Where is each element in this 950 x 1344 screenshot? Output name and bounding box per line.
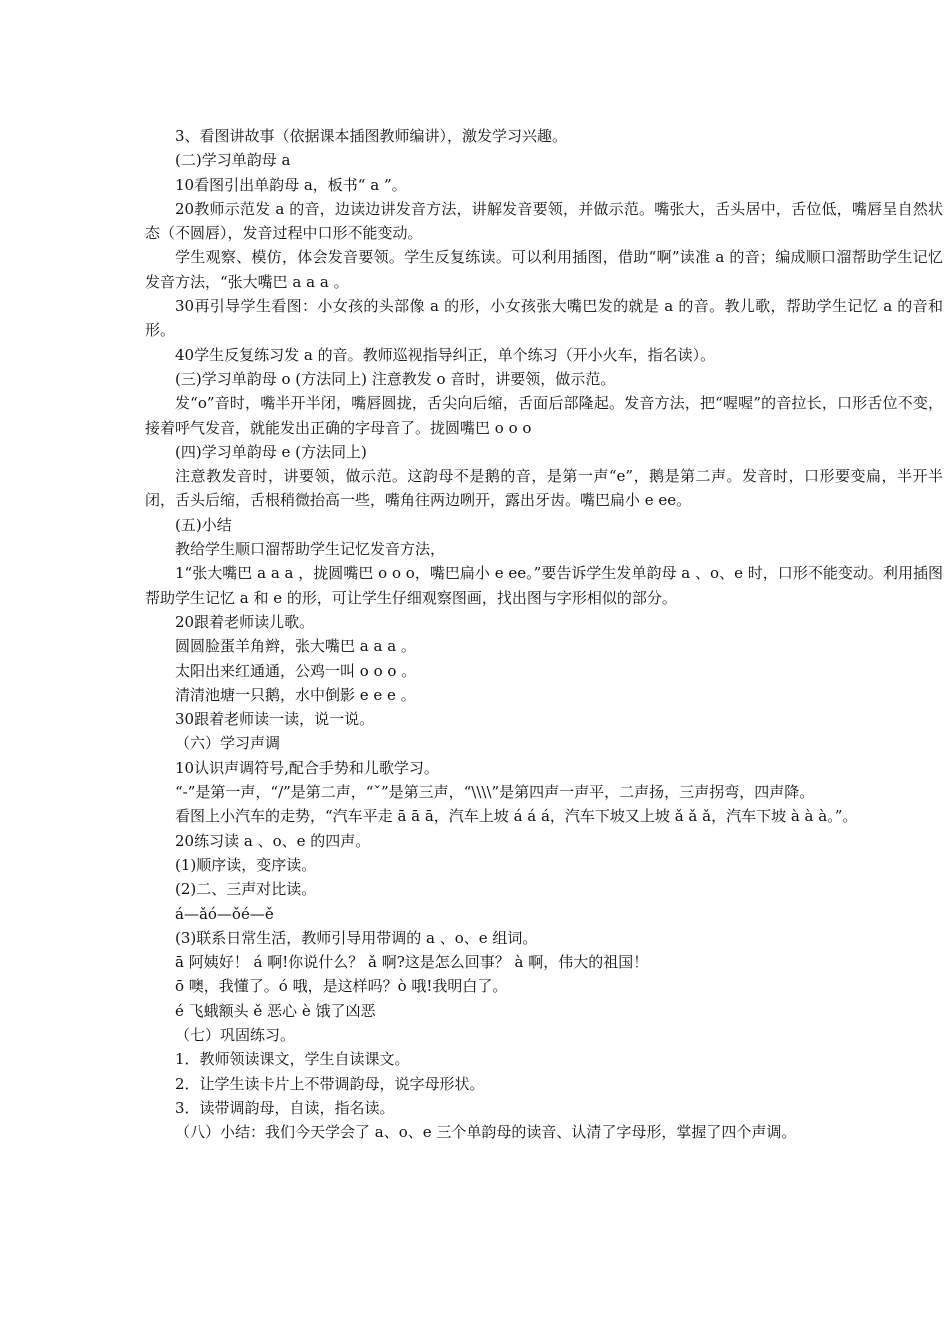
section-heading: （六）学习声调 (175, 734, 281, 753)
list-item: 3．读带调韵母，自读，指名读。 (175, 1098, 395, 1117)
rhyme-line: 圆圆脸蛋羊角辫，张大嘴巴 a a a 。 (175, 637, 416, 656)
list-item: (2)二、三声对比读。 (175, 880, 317, 899)
paragraph: 1“张大嘴巴 a a a ，拢圆嘴巴 o o o，嘴巴扁小 e ee。”要告诉学生发单韵母 a 、o、e 时，口形不能变动。利用插图帮助学生记忆 a 和 e 的形，可让学生仔细观察图画，找出图与字形相似的部分。 (145, 564, 943, 607)
paragraph: 注意教发音时，讲要领，做示范。这韵母不是鹅的音，是第一声“e”，鹅是第二声。发音时，口形要变扁，半开半闭，舌头后缩，舌根稍微抬高一些，嘴角往两边咧开，露出牙齿。嘴巴扁小 e ee。 (145, 467, 943, 510)
section-heading: （七）巩固练习。 (175, 1025, 296, 1044)
rhyme-line: 太阳出来红通通，公鸡一叫 o o o 。 (175, 661, 417, 680)
list-item: (1)顺序读，变序读。 (175, 855, 317, 874)
list-item: 1．教师领读课文，学生自读课文。 (175, 1050, 410, 1069)
section-heading: (三)学习单韵母 o (方法同上) 注意教发 o 音时，讲要领，做示范。 (175, 369, 616, 388)
section-heading: (二)学习单韵母 a (175, 151, 291, 170)
paragraph: 学生观察、模仿，体会发音要领。学生反复练读。可以利用插图，借助“啊”读准 a 的音；编成顺口溜帮助学生记忆发音方法，“张大嘴巴 a a a 。 (145, 248, 943, 291)
paragraph: 20教师示范发 a 的音，边读边讲发音方法，讲解发音要领，并做示范。嘴张大，舌头居中，舌位低，嘴唇呈自然状态（不圆唇），发音过程中口形不能变动。 (145, 199, 943, 243)
document-body (145, 124, 943, 1144)
paragraph: 3、看图讲故事（依据课本插图教师编讲），激发学习兴趣。 (175, 127, 568, 145)
paragraph: 看图上小汽车的走势，“汽车平走 ā ā ā，汽车上坡 á á á，汽车下坡又上坡 ǎ ǎ ǎ，汽车下坡 à à à。”。 (175, 807, 858, 826)
section-heading: (四)学习单韵母 e (方法同上) (175, 442, 367, 461)
paragraph: 30跟着老师读一读，说一说。 (175, 710, 375, 729)
example-line: é 飞蛾额头 ě 恶心 è 饿了凶恶 (175, 1001, 376, 1020)
paragraph: 发“o”音时，嘴半开半闭，嘴唇圆拢，舌尖向后缩，舌面后部隆起。发音方法，把“喔喔”的音拉长，口形舌位不变，接着呼气发音，就能发出正确的字母音了。拢圆嘴巴 o o o (145, 394, 943, 437)
paragraph: 教给学生顺口溜帮助学生记忆发音方法， (175, 540, 446, 559)
paragraph: 10看图引出单韵母 a，板书“ a ”。 (175, 175, 407, 194)
example-line: ā 阿姨好！ á 啊!你说什么？ ǎ 啊?这是怎么回事？ à 啊，伟大的祖国！ (175, 953, 649, 972)
paragraph: 40学生反复练习发 a 的音。教师巡视指导纠正，单个练习（开小火车，指名读）。 (175, 345, 716, 364)
paragraph: 10认识声调符号,配合手势和儿歌学习。 (175, 758, 439, 777)
section-heading: (五)小结 (175, 515, 232, 534)
list-item: (3)联系日常生活，教师引导用带调的 a 、o、e 组词。 (175, 928, 538, 947)
tone-pairs: á—ǎó—ǒé—ě (175, 904, 274, 923)
paragraph: 30再引导学生看图：小女孩的头部像 a 的形，小女孩张大嘴巴发的就是 a 的音。教儿歌，帮助学生记忆 a 的音和形。 (145, 297, 943, 340)
paragraph: 20练习读 a 、o、e 的四声。 (175, 831, 371, 850)
paragraph: “-”是第一声，“/”是第二声，“ˇ”是第三声，“\\\\”是第四声一声平，二声扬，三声拐弯，四声降。 (175, 783, 815, 802)
rhyme-line: 清清池塘一只鹅，水中倒影 e e e 。 (175, 685, 416, 704)
example-line: ō 噢，我懂了。ó 哦，是这样吗？ò 哦!我明白了。 (175, 977, 508, 996)
list-item: 2．让学生读卡片上不带调韵母，说字母形状。 (175, 1074, 485, 1093)
paragraph: 20跟着老师读儿歌。 (175, 612, 315, 631)
summary: （八）小结：我们今天学会了 a、o、e 三个单韵母的读音、认清了字母形，掌握了四个声调。 (175, 1123, 797, 1142)
